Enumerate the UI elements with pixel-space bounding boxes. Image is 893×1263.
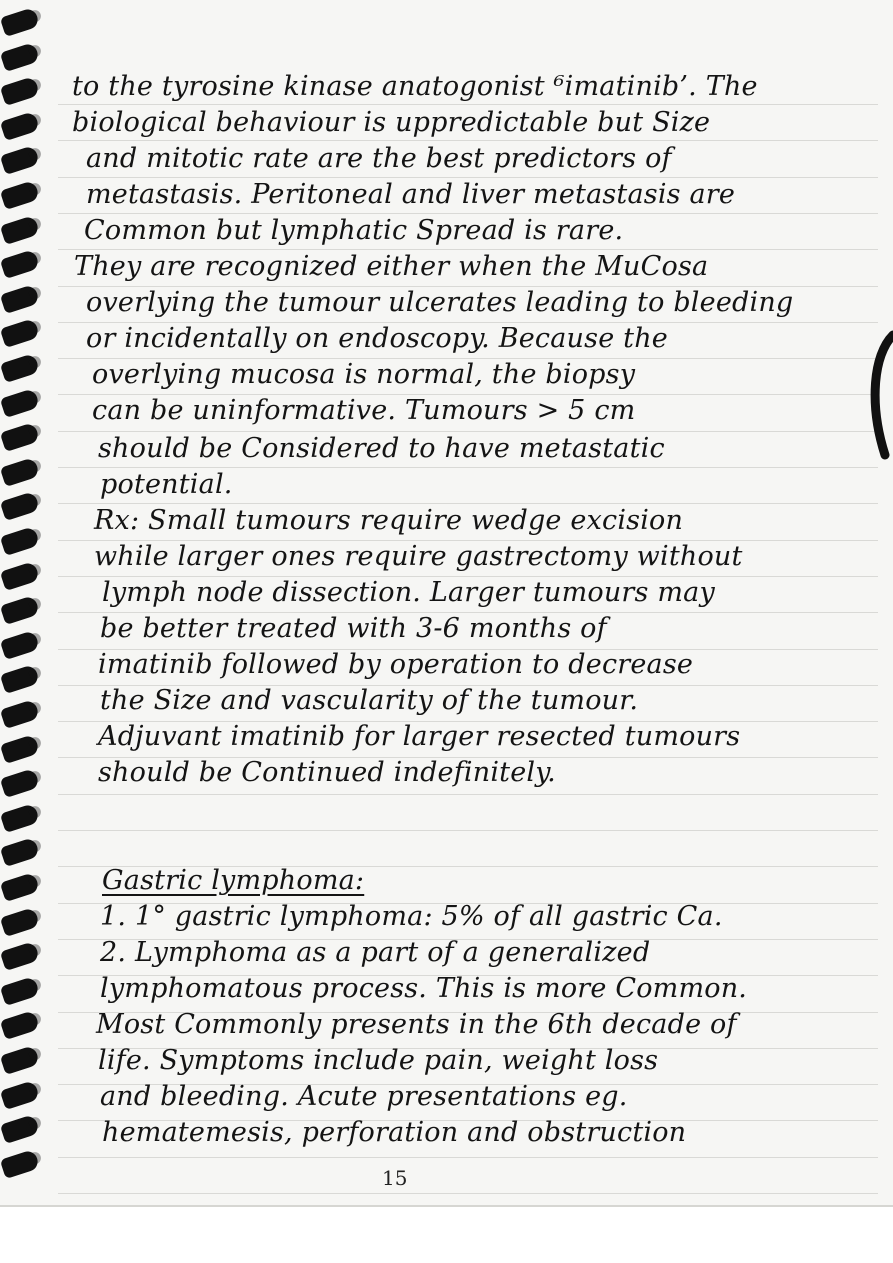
binding-coil	[0, 837, 40, 867]
binding-coil	[0, 630, 40, 660]
text-line: hematemesis, perforation and obstruction	[102, 1117, 687, 1148]
ruled-line	[58, 1157, 878, 1158]
binding-coil	[0, 457, 40, 487]
text-line: should be Continued indefinitely.	[98, 757, 556, 788]
text-line: and mitotic rate are the best predictors of	[86, 143, 672, 174]
text-line: overlying mucosa is normal, the biopsy	[92, 359, 636, 390]
binding-coil	[0, 1114, 40, 1144]
spiral-binding	[0, 0, 70, 1205]
text-line: imatinib followed by operation to decrease	[98, 649, 694, 680]
binding-coil	[0, 941, 40, 971]
text-line: and bleeding. Acute presentations eg.	[100, 1081, 628, 1112]
page-number: 15	[382, 1166, 408, 1190]
binding-coil	[0, 1045, 40, 1075]
binding-coil	[0, 422, 40, 452]
text-line: should be Considered to have metastatic	[98, 433, 665, 464]
ruled-line	[58, 1193, 878, 1194]
binding-coil	[0, 111, 40, 141]
text-line: 2. Lymphoma as a part of a generalized	[100, 937, 651, 968]
binding-coil	[0, 7, 40, 37]
binding-coil	[0, 491, 40, 521]
binding-coil	[0, 180, 40, 210]
text-line: They are recognized either when the MuCosa	[74, 251, 709, 282]
binding-coil	[0, 803, 40, 833]
binding-coil	[0, 561, 40, 591]
binding-coil	[0, 353, 40, 383]
text-line: lymphomatous process. This is more Common.	[100, 973, 748, 1004]
text-line: or incidentally on endoscopy. Because the	[86, 323, 668, 354]
binding-coil	[0, 284, 40, 314]
text-line: metastasis. Peritoneal and liver metastasis are	[86, 179, 736, 210]
text-line: Adjuvant imatinib for larger resected tumours	[98, 721, 741, 752]
text-line: overlying the tumour ulcerates leading to bleeding	[86, 287, 794, 318]
binding-coil	[0, 734, 40, 764]
binding-coil	[0, 872, 40, 902]
binding-coil	[0, 1149, 40, 1179]
text-line: be better treated with 3-6 months of	[100, 613, 607, 644]
text-line: potential.	[100, 469, 233, 500]
binding-coil	[0, 76, 40, 106]
binding-coil	[0, 1080, 40, 1110]
text-line: Rx: Small tumours require wedge excision	[94, 505, 684, 536]
binding-coil	[0, 318, 40, 348]
binding-coil	[0, 699, 40, 729]
text-line: can be uninformative. Tumours > 5 cm	[92, 395, 636, 426]
text-line: biological behaviour is uppredictable but Size	[72, 107, 711, 138]
ruled-line	[58, 794, 878, 795]
binding-coil	[0, 1010, 40, 1040]
binding-coil	[0, 664, 40, 694]
text-line: Common but lymphatic Spread is rare.	[84, 215, 624, 246]
text-line: Most Commonly presents in the 6th decade of	[96, 1009, 737, 1040]
binding-coil	[0, 768, 40, 798]
text-line: to the tyrosine kinase anatogonist ⁶imatinib’. The	[72, 71, 758, 102]
binding-coil	[0, 145, 40, 175]
binding-coil	[0, 42, 40, 72]
text-line: while larger ones require gastrectomy without	[94, 541, 743, 572]
binding-coil	[0, 907, 40, 937]
binding-coil	[0, 976, 40, 1006]
text-line: life. Symptoms include pain, weight loss	[98, 1045, 659, 1076]
page-curl-mark	[865, 325, 893, 465]
section-heading: Gastric lymphoma:	[102, 865, 365, 896]
binding-coil	[0, 595, 40, 625]
binding-coil	[0, 215, 40, 245]
text-line: the Size and vascularity of the tumour.	[100, 685, 639, 716]
binding-coil	[0, 526, 40, 556]
text-line: 1. 1° gastric lymphoma: 5% of all gastric Ca.	[100, 901, 723, 932]
ruled-line	[58, 830, 878, 831]
binding-coil	[0, 249, 40, 279]
binding-coil	[0, 388, 40, 418]
text-line: lymph node dissection. Larger tumours may	[102, 577, 715, 608]
